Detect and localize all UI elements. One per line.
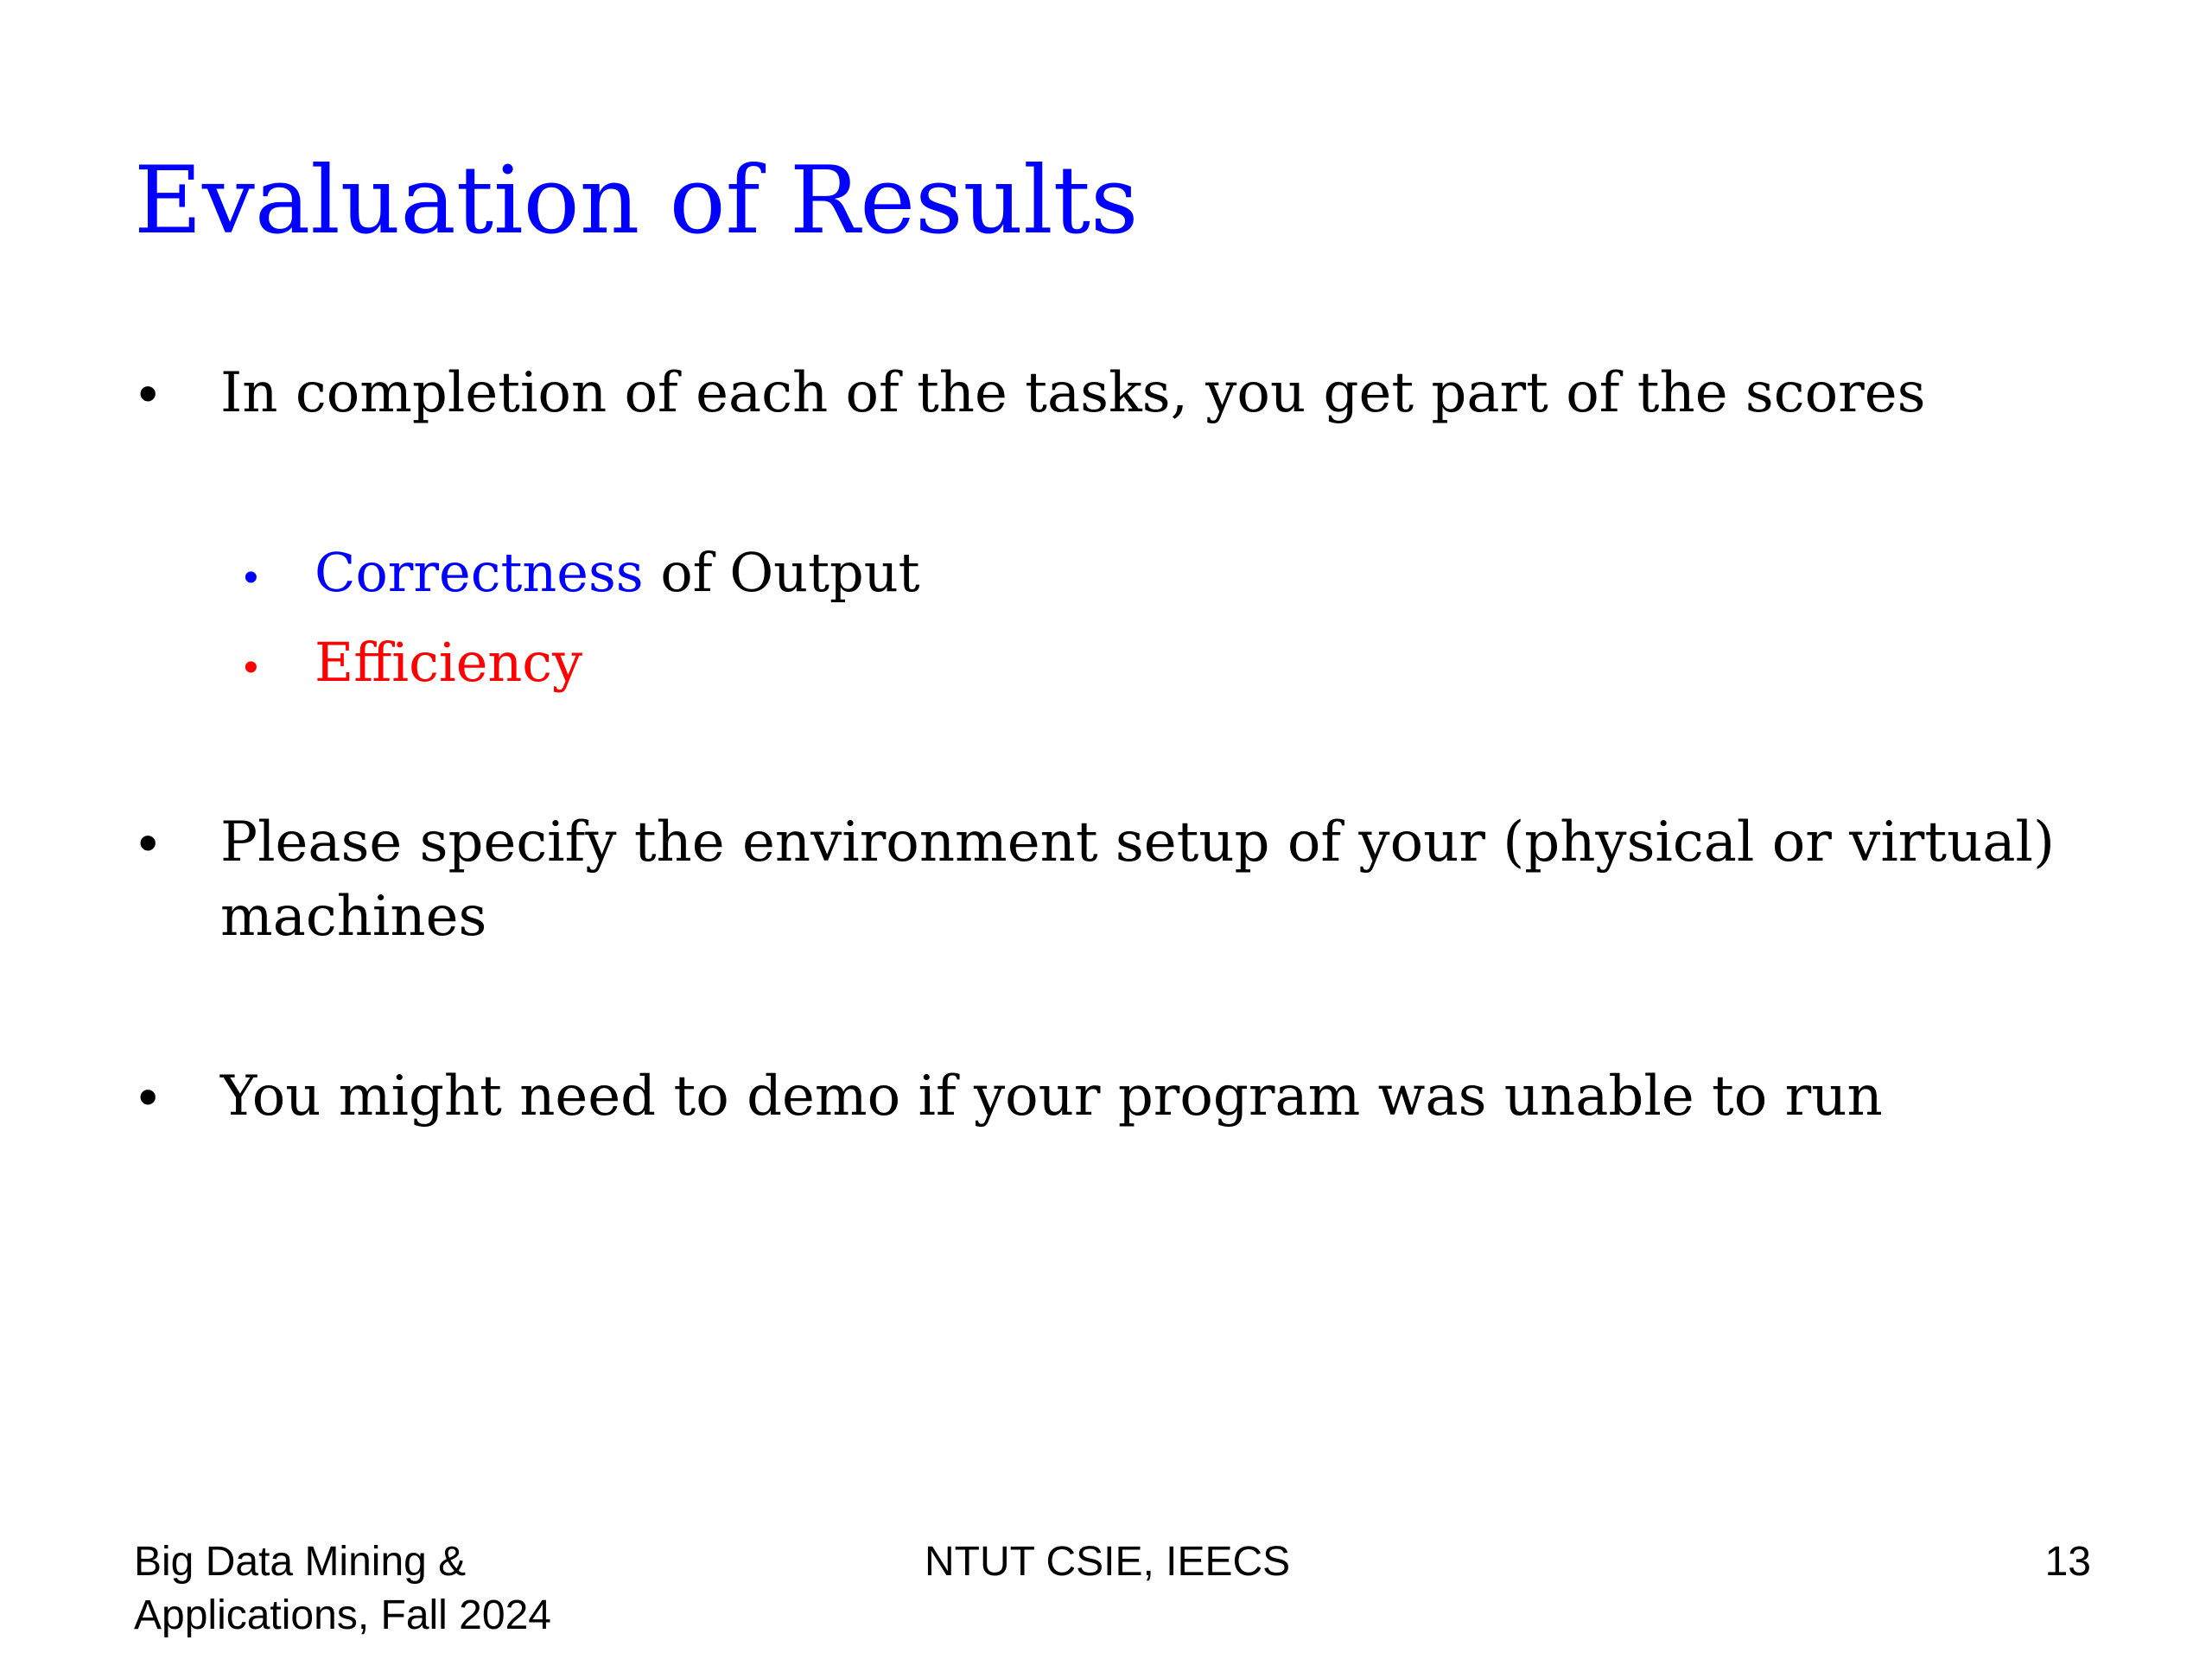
bullet-dot-icon: • xyxy=(138,362,158,424)
highlight-correctness: Correctness xyxy=(315,541,644,604)
bullet-text: You might need to demo if your program was unable to run xyxy=(220,1065,1883,1128)
sub-bullet-text xyxy=(315,536,920,610)
sub-bullet-dot-icon: • xyxy=(244,555,258,601)
footer-course-line-1: Big Data Mining & xyxy=(134,1539,467,1585)
bullet-dot-icon: • xyxy=(138,1065,158,1128)
footer-institution: NTUT CSIE, IEECS xyxy=(925,1539,1291,1585)
sub-bullet-text xyxy=(315,626,582,700)
sub-bullet-rest: of Output xyxy=(643,541,920,604)
highlight-efficiency: Efficiency xyxy=(315,631,583,694)
bullet-text-line-2: machines xyxy=(220,885,487,949)
bullet-text-line-1: Please specify the environment setup of your (physical or virtual) xyxy=(220,810,2055,874)
footer-course xyxy=(134,1535,618,1643)
footer-course-line-2: Applications, Fall 2024 xyxy=(134,1592,551,1638)
bullet-text: In completion of each of the tasks, you get part of the scores xyxy=(220,361,1926,425)
slide-title: Evaluation of Results xyxy=(134,147,1139,255)
page-number: 13 xyxy=(2044,1539,2091,1585)
sub-bullet-dot-icon: • xyxy=(244,645,258,690)
bullet-dot-icon: • xyxy=(138,811,158,874)
